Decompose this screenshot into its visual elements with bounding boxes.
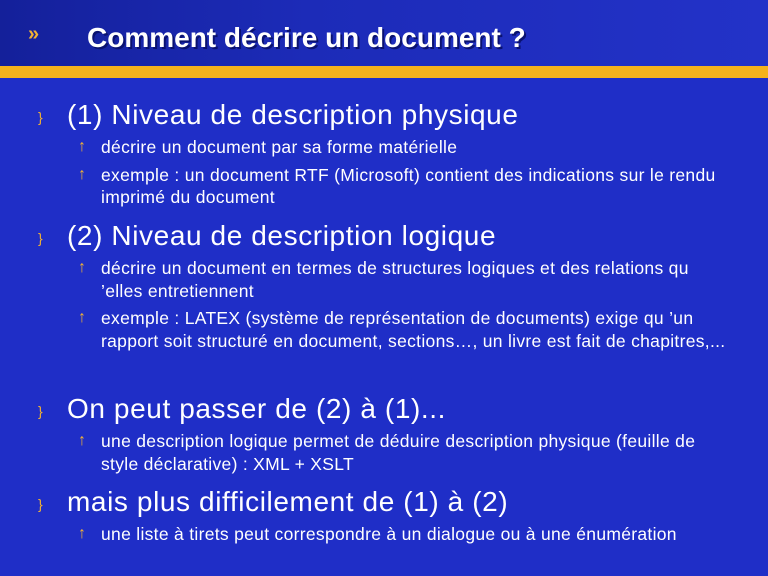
bullet-icon: }: [38, 230, 44, 246]
list-item-text: exemple : un document RTF (Microsoft) contient des indications sur le rendu imprimé du document: [101, 164, 716, 207]
list-item-text: exemple : LATEX (système de représentation de documents) exige qu ’un rapport soit structuré en document, sections…, un livre est fait de chapitres,...: [101, 308, 726, 351]
slide-content: [0, 98, 768, 546]
slide-title: Comment décrire un document ?: [87, 22, 526, 53]
list-item: [0, 164, 768, 209]
sub-bullets: [0, 136, 768, 209]
list-item: [0, 430, 768, 475]
sub-bullets: [0, 430, 768, 475]
header-divider: [0, 66, 768, 78]
arrow-up-icon: ↑: [78, 138, 87, 155]
bullet-icon: }: [38, 109, 44, 125]
list-item-text: décrire un document par sa forme matérielle: [101, 137, 458, 157]
section-heading-text: mais plus difficilement de (1) à (2): [67, 486, 509, 517]
arrow-up-icon: ↑: [78, 259, 87, 276]
section-reverse: [0, 485, 768, 546]
arrow-up-icon: ↑: [78, 525, 87, 542]
chevron-icon: »: [28, 23, 40, 45]
section-heading: [0, 485, 768, 519]
section-physical: [0, 98, 768, 212]
section-heading: [0, 219, 768, 253]
list-item-text: une description logique permet de déduire description physique (feuille de style déclarative) : XML + XSLT: [101, 431, 696, 474]
arrow-up-icon: ↑: [78, 432, 87, 449]
list-item-text: décrire un document en termes de structures logiques et des relations qu ’elles entretiennent: [101, 258, 689, 301]
section-logical: [0, 219, 768, 386]
section-heading-text: On peut passer de (2) à (1)...: [67, 393, 447, 424]
list-item-text: une liste à tirets peut correspondre à un dialogue ou à une énumération: [101, 524, 677, 544]
section-heading-text: (1) Niveau de description physique: [67, 99, 519, 130]
list-item: [0, 136, 768, 159]
slide-header: [0, 0, 768, 66]
list-item: [0, 307, 768, 352]
bullet-icon: }: [38, 403, 44, 419]
sub-bullets: [0, 523, 768, 546]
bullet-icon: }: [38, 496, 44, 512]
arrow-up-icon: ↑: [78, 309, 87, 326]
arrow-up-icon: ↑: [78, 165, 87, 183]
list-item: [0, 257, 768, 302]
section-heading: [0, 392, 768, 426]
sub-bullets: [0, 257, 768, 352]
section-heading: [0, 98, 768, 132]
section-conversion: [0, 392, 768, 478]
list-item: [0, 523, 768, 546]
section-heading-text: (2) Niveau de description logique: [67, 220, 497, 251]
